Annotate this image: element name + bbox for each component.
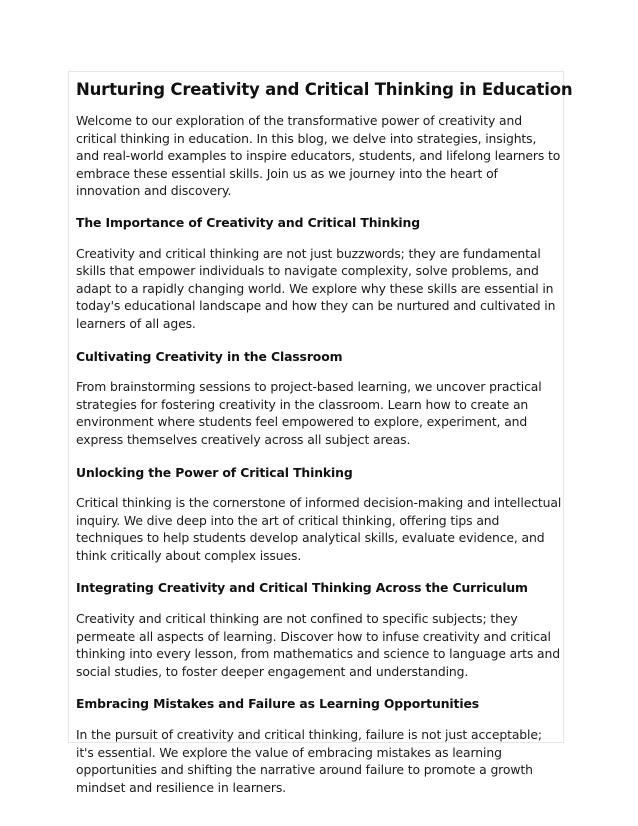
section-critical-thinking	[76, 464, 563, 565]
section-importance	[76, 214, 563, 333]
page-title: Nurturing Creativity and Critical Thinking in Education	[76, 80, 573, 99]
section-heading: Cultivating Creativity in the Classroom	[76, 348, 343, 364]
section-heading: Unlocking the Power of Critical Thinking	[76, 464, 353, 480]
section-body: From brainstorming sessions to project-based learning, we uncover practical strategies for fostering creativity in the classroom. Learn how to create an environment where students feel empowered to explore, experiment, and express themselves creatively across all subject areas.	[76, 379, 542, 447]
section-body: In the pursuit of creativity and critical thinking, failure is not just acceptable; it's essential. We explore the value of embracing mistakes as learning opportunities and shifting the narrative around failure to promote a growth mindset and resilience in learners.	[76, 727, 542, 795]
section-mistakes	[76, 695, 563, 796]
section-body: Critical thinking is the cornerstone of informed decision-making and intellectual inquiry. We dive deep into the art of critical thinking, offering tips and techniques to help students develop analytical skills, evaluate evidence, and think critically about complex issues.	[76, 495, 562, 563]
section-cultivating-creativity	[76, 348, 563, 449]
section-body: Creativity and critical thinking are not confined to specific subjects; they permeate all aspects of learning. Discover how to infuse creativity and critical thinking into every lesson, from mathematics and science to language arts and social studies, to foster deeper engagement and understanding.	[76, 611, 560, 679]
intro-paragraph: Welcome to our exploration of the transformative power of creativity and critical thinking in education. In this blog, we delve into strategies, insights, and real-world examples to inspire educators, students, and lifelong learners to embrace these essential skills. Join us as we journey into the heart of innovation and discovery.	[76, 113, 561, 199]
section-heading: Embracing Mistakes and Failure as Learning Opportunities	[76, 696, 479, 712]
section-heading: Integrating Creativity and Critical Thinking Across the Curriculum	[76, 580, 528, 596]
section-body: Creativity and critical thinking are not just buzzwords; they are fundamental skills that empower individuals to navigate complexity, solve problems, and adapt to a rapidly changing world. We explore why these skills are essential in today's educational landscape and how they can be nurtured and cultivated in learners of all ages.	[76, 245, 556, 331]
section-heading: The Importance of Creativity and Critical Thinking	[76, 214, 420, 230]
section-curriculum	[76, 579, 563, 680]
document-page	[68, 71, 573, 795]
